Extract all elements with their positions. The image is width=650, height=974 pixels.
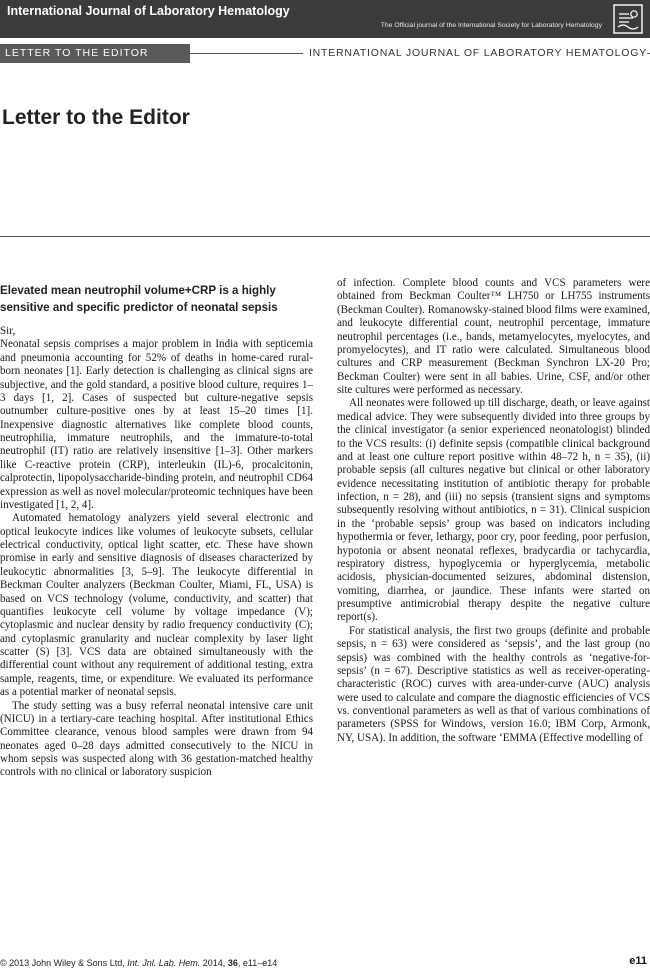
salutation: Sir, — [0, 325, 16, 337]
journal-banner — [0, 0, 650, 38]
copyright: © 2013 John Wiley & Sons Ltd, — [0, 958, 125, 968]
society-tagline: The Official journal of the International Society for Laboratory Hematology — [380, 22, 602, 29]
footer-citation — [0, 958, 277, 968]
section-bar — [0, 44, 650, 63]
article-title: Elevated mean neutrophil volume+CRP is a highly sensitive and specific predictor of neonatal sepsis — [0, 284, 278, 314]
right-column — [337, 277, 650, 745]
paragraph: For statistical analysis, the first two groups (definite and probable sepsis, n = 63) were considered as ‘sepsis’, and the last group (no sepsis) was combined with the healthy controls as ‘negative-for-sepsis’ (n = 67). Descriptive statistics as well as receiver-operating-characteristic (ROC) curves with area-under-curve (AUC) analysis were used to calculate and compare the diagnostic efficiencies of VCS vs. conventional parameters as well as that of various combinations of parameters (SPSS for Windows, version 16.0; IBM Corp, Armonk, NY, USA). In addition, the software ‘EMMA (Effective modelling of — [337, 624, 650, 744]
title-divider — [0, 236, 650, 237]
journal-name: International Journal of Laboratory Hematology — [7, 4, 290, 18]
page-title: Letter to the Editor — [2, 106, 190, 129]
page-range: , e11–e14 — [237, 958, 278, 968]
page-number: e11 — [629, 955, 647, 967]
paragraph: All neonates were followed up till discharge, death, or leave against medical advice. They were subsequently divided into three groups by the clinical investigator (a senior experienced neonatologist) blinded to the VCS results: (i) definite sepsis (compatible clinical background and at least one culture report positive within 48–72 h, n = 35), (ii) probable sepsis (all cultures negative but clinical or other laboratory evidence necessitating institution of antibiotic therapy for probable infection, n = 28), and (iii) no sepsis (transient signs and symptoms subsequently resolving without antibiotics, n = 31). Clinical suspicion in the ‘probable sepsis’ group was based on indicators including hypothermia or fever, lethargy, poor cry, poor feeding, poor perfusion, hypotonia or absent neonatal reflexes, bradycardia or tachycardia, respiratory distress, hypoglycemia or hyperglycemia, metabolic acidosis, physician-documented seizures, abdominal distension, vomiting, diarrhea, or jaundice. These infants were started on presumptive antimicrobial therapy despite the negative culture report(s). — [337, 397, 650, 624]
paragraph: Neonatal sepsis comprises a major problem in India with septicemia and pneumonia accounting for 52% of deaths in home-cared rural-born neonates [1]. Early detection is challenging as clinical signs are subjective, and the gold standard, a positive blood culture, requires 1–3 days [1, 2]. Cases of suspected but culture-negative sepsis outnumber culture-positive ones by at least 15–20 times [1]. Inexpensive diagnostic alternatives like complete blood counts, neutrophilia, immature neutrophils, and the immature-to-total neutrophil (IT) ratio are relatively insensitive [1–3]. Other markers like C-reactive protein (CRP), interleukin (IL)-6, procalcitonin, calprotectin, lipopolysaccharide-binding protein, and neutrophil CD64 expression as well as novel molecular/proteomic techniques have been investigated [1, 2, 4]. — [0, 338, 313, 511]
left-column — [0, 282, 313, 780]
publication-year: 2014, — [202, 958, 226, 968]
running-header: INTERNATIONAL JOURNAL OF LABORATORY HEMATOLOGY — [303, 47, 647, 59]
paragraph: The study setting was a busy referral neonatal intensive care unit (NICU) in a tertiary-care teaching hospital. After institutional Ethics Committee clearance, venous blood samples were drawn from 94 neonates aged 0–28 days admitted consecutively to the NICU in whom sepsis was suspected along with 36 gestation-matched healthy controls with no clinical or laboratory suspicion — [0, 699, 313, 779]
paragraph: of infection. Complete blood counts and VCS parameters were obtained from Beckman Coulter™ LH750 or LH755 instruments (Beckman Coulter). Romanowsky-stained blood films were examined, and leukocyte differential count, neutrophil percentage, immature neutrophil percentages (i.e., bands, metamyelocytes, myelocytes, and promyelocytes), and IT ratio were calculated. Simultaneous blood cultures and CRP measurement (Beckman Synchron LX-20 Pro; Beckman Coulter) were sent in all babies. Urine, CSF, and/or other site cultures were performed as necessary. — [337, 277, 650, 396]
journal-abbreviation: Int. Jnl. Lab. Hem. — [127, 958, 201, 968]
section-label: LETTER TO THE EDITOR — [5, 47, 149, 59]
section-tab — [0, 44, 190, 63]
journal-logo-icon — [613, 4, 643, 34]
volume: 36 — [227, 958, 238, 968]
paragraph: Automated hematology analyzers yield several electronic and optical leukocyte indices like volumes of leukocyte subsets, cellular electrical conductivity, optical light scatter, etc. These have shown promise in early and sensitive diagnosis of diseases characterized by leukocytic abnormalities [3, 5–9]. The leukocyte differential in Beckman Coulter analyzers (Beckman Coulter, Miami, FL, USA) is based on VCS technology (volume, conductivity, and scatter) that quantifies leukocyte cell volume by voltage impedance (V); cytoplasmic and nuclear density by radio frequency conductivity (C); and cytoplasmic granularity and nuclear complexity by laser light scatter (S) [3]. VCS data are obtained simultaneously with the differential count without any requirement of additional testing, extra sample, reagents, time, or expenditure. We evaluated its performance as a potential marker of neonatal sepsis. — [0, 512, 313, 699]
